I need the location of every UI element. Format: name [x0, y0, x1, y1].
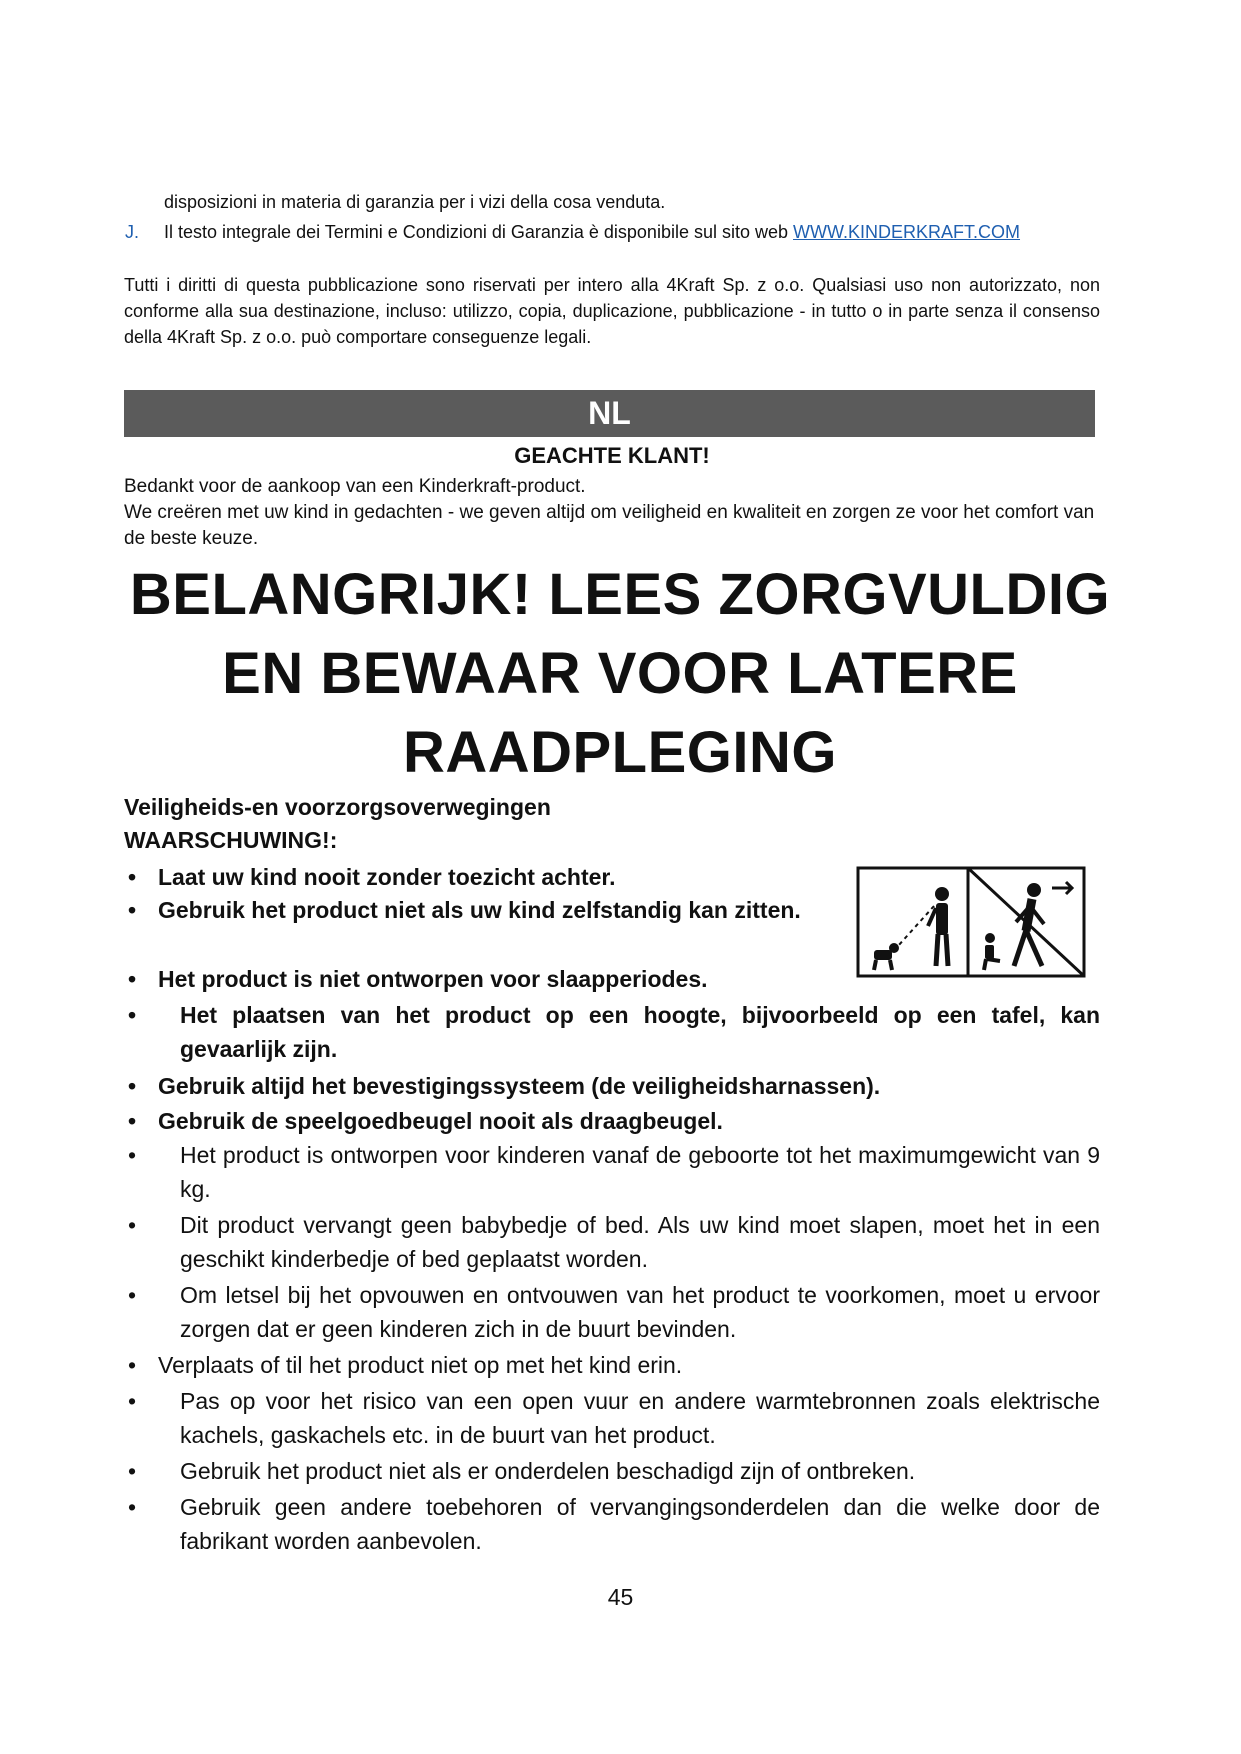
bullet-text: Gebruik het product niet als er onderdelen beschadigd zijn of ontbreken. — [180, 1458, 916, 1484]
intro-line-1: Bedankt voor de aankoop van een Kinderkraft-product. — [124, 476, 586, 497]
italian-item-j — [164, 221, 1020, 243]
bullet-dot: • — [128, 1352, 137, 1378]
kinderkraft-website-link[interactable]: WWW.KINDERKRAFT.COM — [793, 222, 1021, 242]
bullet-text: Gebruik het product niet als uw kind zelfstandig kan zitten. — [158, 897, 801, 923]
greeting-heading: GEACHTE KLANT! — [514, 443, 710, 468]
bullet-text: Laat uw kind nooit zonder toezicht achter. — [158, 864, 616, 890]
bullet-text: Gebruik altijd het bevestigingssysteem (de veiligheidsharnassen). — [158, 1073, 881, 1099]
bullet-dot: • — [128, 1108, 137, 1134]
bullet-text: Dit product vervangt geen babybedje of bed. Als uw kind moet slapen, moet het in een geschikt kinderbedje of bed geplaatst worden. — [180, 1212, 1100, 1272]
bullet-text: Gebruik geen andere toebehoren of vervangingsonderdelen dan die welke door de fabrikant worden aanbevolen. — [180, 1494, 1100, 1554]
bullet-text: Gebruik de speelgoedbeugel nooit als draagbeugel. — [158, 1108, 723, 1134]
bullet-dot: • — [128, 1388, 137, 1414]
bullet-dot: • — [128, 1282, 137, 1308]
bullet-dot: • — [128, 1142, 137, 1168]
bullet-dot: • — [128, 1458, 137, 1484]
bullet-dot: • — [128, 1494, 137, 1520]
language-section-bar: NL — [124, 390, 1095, 437]
bullet-text: Het product is ontworpen voor kinderen vanaf de geboorte tot het maximumgewicht van 9 kg. — [180, 1142, 1100, 1202]
bullet-dot: • — [128, 1073, 137, 1099]
italian-warranty-line: disposizioni in materia di garanzia per i vizi della cosa venduta. — [164, 192, 666, 212]
bullet-text: Verplaats of til het product niet op met het kind erin. — [158, 1352, 683, 1378]
warning-heading: WAARSCHUWING!: — [124, 827, 338, 853]
bullet-dot: • — [128, 864, 137, 890]
italian-rights-paragraph: Tutti i diritti di questa pubblicazione sono riservati per intero alla 4Kraft Sp. z o.o. Qualsiasi uso non autorizzato, non conforme alla sua destinazione, incluso: utilizzo, copia, duplicazione, pubblicazione - in tutto o in parte senza il consenso della 4Kraft Sp. z o.o. può comportare conseguenze legali. — [124, 275, 1100, 347]
safety-heading: Veiligheids-en voorzorgsoverwegingen — [124, 794, 551, 820]
italian-item-j-text: Il testo integrale dei Termini e Condizioni di Garanzia è disponibile sul sito web — [164, 222, 794, 242]
list-marker-j: J. — [125, 222, 140, 242]
important-title: BELANGRIJK! LEES ZORGVULDIG EN BEWAAR VOOR LATERE RAADPLEGING — [129, 562, 1111, 785]
bullet-dot: • — [128, 1212, 137, 1238]
bullet-text: Om letsel bij het opvouwen en ontvouwen van het product te voorkomen, moet u ervoor zorgen dat er geen kinderen zich in de buurt bevinden. — [180, 1282, 1100, 1342]
bullet-text: Het product is niet ontworpen voor slaapperiodes. — [158, 966, 708, 992]
bullet-text: Pas op voor het risico van een open vuur en andere warmtebronnen zoals elektrische kachels, gaskachels etc. in de buurt van het product. — [180, 1388, 1100, 1448]
bullet-dot: • — [128, 1002, 137, 1028]
intro-line-2: We creëren met uw kind in gedachten - we geven altijd om veiligheid en kwaliteit en zorgen ze voor het comfort van de beste keuze. — [124, 502, 1095, 549]
bullet-dot: • — [128, 897, 137, 923]
child-unattended-warning-icon — [856, 866, 1086, 978]
bullet-text: Het plaatsen van het product op een hoogte, bijvoorbeeld op een tafel, kan gevaarlijk zijn. — [180, 1002, 1100, 1062]
page-number: 45 — [607, 1584, 634, 1610]
bullet-dot: • — [128, 966, 137, 992]
